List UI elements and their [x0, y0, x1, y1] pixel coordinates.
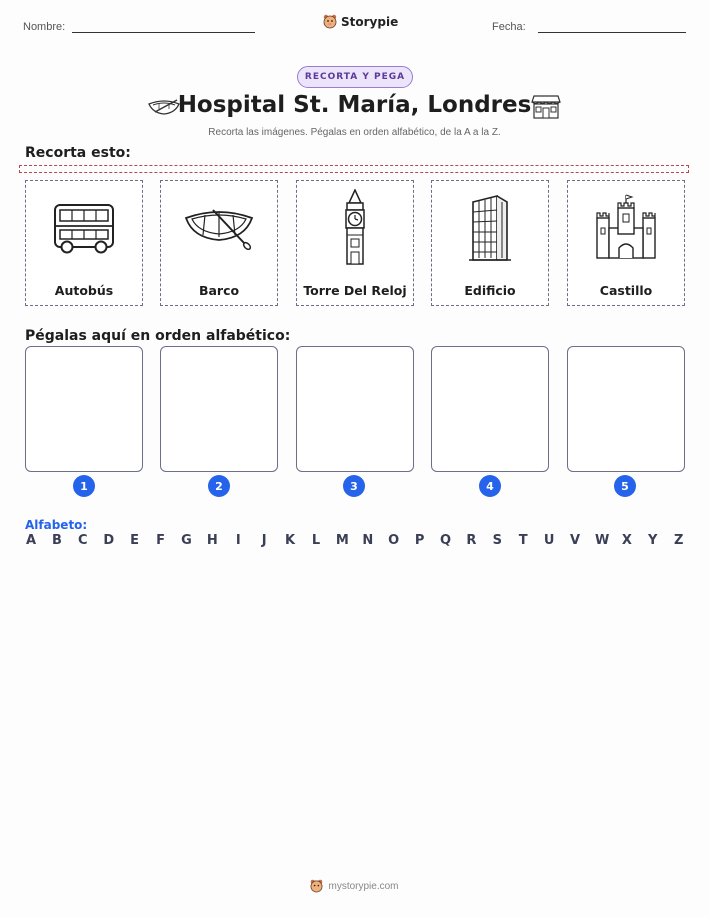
alphabet-letter: W	[594, 533, 610, 548]
paste-slot[interactable]	[25, 346, 143, 472]
alphabet-letter: S	[492, 533, 502, 548]
brand-logo	[323, 14, 398, 29]
cut-heading: Recorta esto:	[25, 145, 131, 161]
shop-title-icon	[531, 93, 561, 123]
alphabet-letter: J	[261, 533, 267, 548]
alphabet-letter: B	[51, 533, 62, 548]
date-label: Fecha:	[492, 21, 526, 33]
name-label: Nombre:	[23, 21, 66, 33]
paste-slot[interactable]	[160, 346, 278, 472]
alphabet-letter: K	[285, 533, 296, 548]
alphabet-letter: O	[388, 533, 400, 548]
paste-slot[interactable]	[567, 346, 685, 472]
alphabet-letter: V	[570, 533, 581, 548]
alphabet-letter: I	[235, 533, 241, 548]
double-decker-bus-icon	[26, 187, 142, 267]
slot-number: 4	[479, 475, 501, 497]
storypie-mascot-icon	[310, 879, 323, 893]
card-label: Castillo	[599, 283, 653, 298]
storypie-mascot-icon	[323, 14, 337, 29]
cut-card-clock-tower[interactable]	[296, 180, 414, 306]
alphabet-letter: T	[518, 533, 528, 548]
date-line	[538, 32, 686, 33]
slot-number: 2	[208, 475, 230, 497]
alphabet-letter: Q	[439, 533, 452, 548]
paste-heading: Pégalas aquí en orden alfabético:	[25, 328, 291, 344]
alphabet-letter: A	[25, 533, 37, 548]
slot-number: 3	[343, 475, 365, 497]
cut-line	[19, 165, 689, 173]
paste-slot[interactable]	[431, 346, 549, 472]
alphabet-letter: E	[130, 533, 140, 548]
cut-card-building[interactable]	[431, 180, 549, 306]
footer	[0, 879, 709, 893]
alphabet-letter: Y	[648, 533, 658, 548]
footer-url[interactable]: mystorypie.com	[328, 880, 399, 892]
alphabet-letter: L	[311, 533, 321, 548]
alphabet-letter: G	[181, 533, 192, 548]
alphabet-letter: H	[206, 533, 218, 548]
alphabet-letter: P	[414, 533, 425, 548]
page-title: Hospital St. María, Londres	[177, 92, 532, 118]
alphabet-row	[25, 533, 685, 548]
instructions: Recorta las imágenes. Pégalas en orden alfabético, de la A a la Z.	[208, 127, 501, 138]
cut-card-boat[interactable]	[160, 180, 278, 306]
alphabet-letter: C	[78, 533, 88, 548]
alphabet-letter: Z	[673, 533, 684, 548]
activity-badge: RECORTA Y PEGA	[297, 66, 413, 88]
alphabet-heading: Alfabeto:	[25, 518, 88, 532]
name-line	[72, 32, 255, 33]
alphabet-letter: N	[362, 533, 374, 548]
card-label: Edificio	[464, 283, 516, 298]
rowboat-icon	[161, 187, 277, 267]
paste-slot[interactable]	[296, 346, 414, 472]
alphabet-letter: X	[621, 533, 632, 548]
cut-card-bus[interactable]	[25, 180, 143, 306]
clock-tower-icon	[297, 187, 413, 267]
alphabet-letter: D	[103, 533, 115, 548]
card-label: Barco	[198, 283, 240, 298]
card-label: Autobús	[54, 283, 114, 298]
building-icon	[432, 187, 548, 267]
alphabet-letter: M	[335, 533, 349, 548]
slot-number: 5	[614, 475, 636, 497]
brand-name: Storypie	[341, 14, 399, 29]
castle-icon	[568, 187, 684, 267]
alphabet-letter: F	[156, 533, 165, 548]
alphabet-letter: U	[543, 533, 555, 548]
alphabet-letter: R	[466, 533, 477, 548]
slot-number: 1	[73, 475, 95, 497]
card-label: Torre Del Reloj	[303, 283, 407, 298]
cut-card-castle[interactable]	[567, 180, 685, 306]
